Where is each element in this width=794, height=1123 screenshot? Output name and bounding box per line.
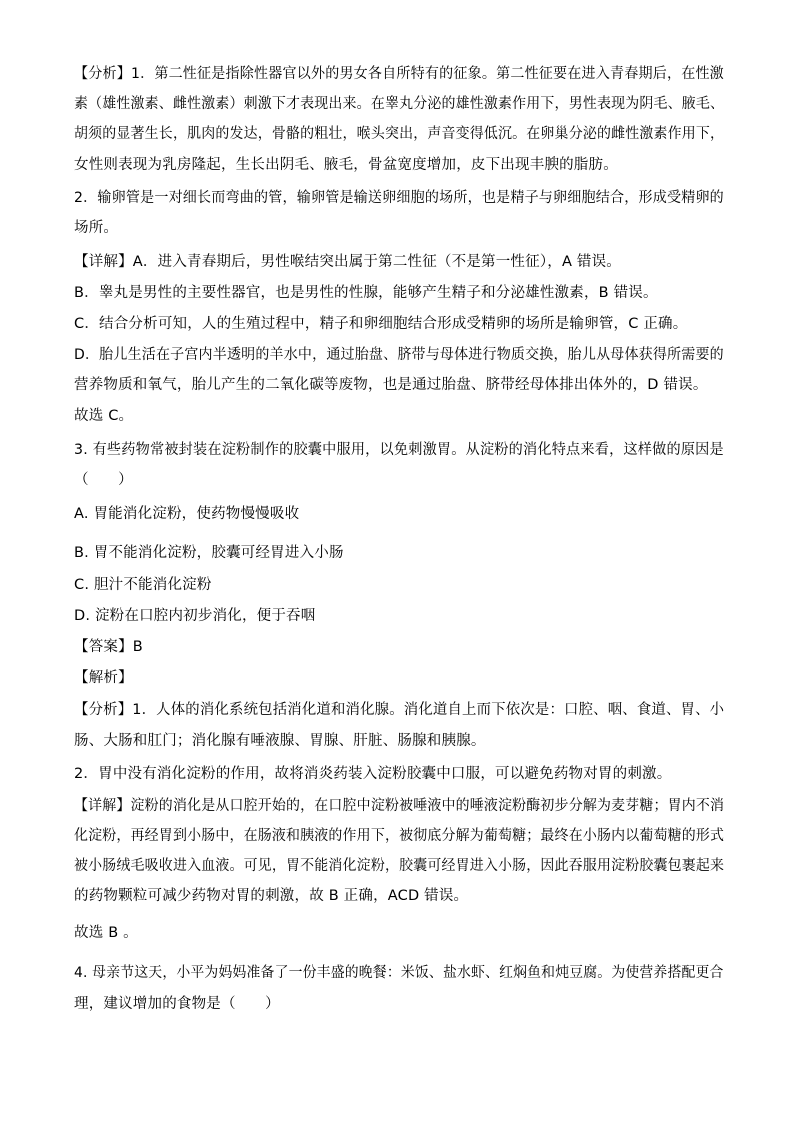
text-line: 【详解】淀粉的消化是从口腔开始的，在口腔中淀粉被唾液中的唾液淀粉酶初步分解为麦芽糖；胃内不消: [74, 798, 725, 814]
text-line: B．睾丸是男性的主要性器官，也是男性的性腺，能够产生精子和分泌雄性激素，B 错误。: [74, 285, 658, 301]
question-stem-cont: 理，建议增加的食物是（ ）: [74, 996, 280, 1012]
text-line: 【详解】A．进入青春期后，男性喉结突出属于第二性征（不是第一性征），A 错误。: [74, 254, 621, 270]
text-line: 素（雄性激素、雌性激素）刺激下才表现出来。在睾丸分泌的雄性激素作用下，男性表现为阴毛、腋毛、: [74, 96, 725, 112]
option-d: D. 淀粉在口腔内初步消化，便于吞咽: [74, 608, 316, 624]
text-line: 场所。: [74, 220, 119, 236]
text-line: 2．输卵管是一对细长而弯曲的管，输卵管是输送卵细胞的场所，也是精子与卵细胞结合，形成受精卵的: [74, 190, 724, 206]
text-line: 营养物质和氧气，胎儿产生的二氧化碳等废物，也是通过胎盘、脐带经母体排出体外的，D 错误。: [74, 377, 708, 393]
option-b: B. 胃不能消化淀粉，胶囊可经胃进入小肠: [74, 545, 344, 561]
text-line: 故选 C。: [74, 408, 134, 424]
answer-blank: （ ）: [74, 472, 133, 488]
question-stem: 4. 母亲节这天，小平为妈妈准备了一份丰盛的晚餐：米饭、盐水虾、红焖鱼和炖豆腐。为使营养搭配更合: [74, 965, 724, 981]
analysis-heading: 【解析】: [74, 670, 133, 686]
text-line: 胡须的显著生长，肌肉的发达，骨骼的粗壮，喉头突出，声音变得低沉。在卵巢分泌的雌性激素作用下，: [74, 126, 725, 142]
text-line: 【分析】1．第二性征是指除性器官以外的男女各自所特有的征象。第二性征要在进入青春期后，在性激: [74, 66, 724, 82]
text-line: 女性则表现为乳房隆起，生长出阴毛、腋毛，骨盆宽度增加，皮下出现丰腴的脂肪。: [74, 157, 618, 173]
text-line: 肠、大肠和肛门；消化腺有唾液腺、胃腺、肝脏、肠腺和胰腺。: [74, 733, 486, 749]
text-line: 故选 B 。: [74, 925, 138, 941]
text-line: 的药物颗粒可减少药物对胃的刺激，故 B 正确，ACD 错误。: [74, 888, 469, 904]
answer-label: 【答案】B: [74, 639, 143, 655]
option-a: A. 胃能消化淀粉，使药物慢慢吸收: [74, 506, 300, 522]
option-c: C. 胆汁不能消化淀粉: [74, 577, 212, 593]
text-line: D．胎儿生活在子宫内半透明的羊水中，通过胎盘、脐带与母体进行物质交换，胎儿从母体获得所需要的: [74, 347, 724, 363]
question-stem: 3. 有些药物常被封装在淀粉制作的胶囊中服用，以免刺激胃。从淀粉的消化特点来看，这样做的原因是: [74, 442, 724, 458]
text-line: 化淀粉，再经胃到小肠中，在肠液和胰液的作用下，被彻底分解为葡萄糖；最终在小肠内以葡萄糖的形式: [74, 828, 725, 844]
text-line: 被小肠绒毛吸收进入血液。可见，胃不能消化淀粉，胶囊可经胃进入小肠，因此吞服用淀粉胶囊包裹起来: [74, 858, 725, 874]
text-line: C．结合分析可知，人的生殖过程中，精子和卵细胞结合形成受精卵的场所是输卵管，C 正确。: [74, 316, 688, 332]
text-line: 【分析】1．人体的消化系统包括消化道和消化腺。消化道自上而下依次是：口腔、咽、食道、胃、小: [74, 702, 725, 718]
text-line: 2．胃中没有消化淀粉的作用，故将消炎药装入淀粉胶囊中口服，可以避免药物对胃的刺激。: [74, 766, 672, 782]
